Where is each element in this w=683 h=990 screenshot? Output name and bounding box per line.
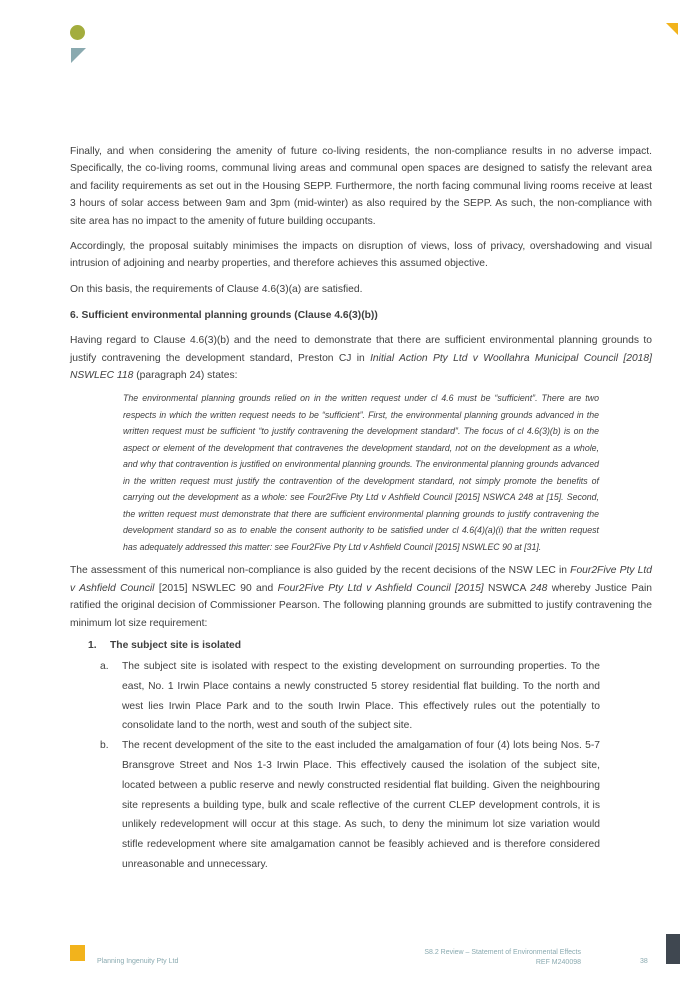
footer-ref: REF M240098 [535,959,581,966]
text-segment: [2015] NSWLEC 90 and [154,582,278,594]
case-citation: Four2Five Pty Ltd v Ashfield Council [70,565,652,594]
paragraph-regard [70,332,652,384]
block-quote: The environmental planning grounds relied on in the written request under cl 4.6 must be “sufficient”. There are two respects in which the written request needs to be “sufficient”. First, the environmental planning grounds advanced in the written request must be sufficient “to justify contravening the development standard”. The focus of cl 4.6(3)(b) is on the aspect or element of the development that contravenes the development standard, not on the development as a whole, and why that contravention is justified on environmental planning grounds. The environmental planning grounds advanced in the written request must justify the contravention of the development standard, not simply promote the benefits of carrying out the development as a whole: see Four2Five Pty Ltd v Ashfield Council [2015] NSWCA 248 at [15]. Second, the written request must demonstrate that there are sufficient environmental planning grounds to justify contravening the development standard so as to enable the consent authority to be satisfied under cl 4.6(4)(a)(i) that the written request has adequately addressed this matter: see Four2Five Pty Ltd v Ashfield Council [2015] NSWLEC 90 at [31]. [123,393,599,552]
document-body [70,143,652,875]
sub-letter: a. [100,661,109,673]
sub-text: The subject site is isolated with respect to the existing development on surrounding properties. To the east, No. 1 Irwin Place contains a newly constructed 5 storey residential flat building. To the north and west lies Irwin Place Park and to the south Irwin Place. This effectively rules out the potentially to consolidate land to the north, west and south of the subject site. [122,661,600,732]
case-citation: Four2Five Pty Ltd v Ashfield Council [2015] [277,582,484,594]
text-segment: The assessment of this numerical non-compliance is also guided by the recent decisions of the NSW LEC in [70,565,571,577]
text-segment: whereby Justice Pain ratified the original decision of Commissioner Pearson. The following planning grounds are submitted to justify contravening the minimum lot size requirement: [70,582,652,629]
footer-bar-decoration [666,934,680,964]
sub-letter: b. [100,740,109,752]
footer-doc-info [424,948,581,968]
text-segment: Having regard to Clause 4.6(3)(b) and the need to demonstrate that there are sufficient environmental planning grounds to justify contravening the development standard, Preston CJ in [70,335,652,364]
paragraph-amenity: Finally, and when considering the amenity of future co-living residents, the non-compliance results in no adverse impact. Specifically, the co-living rooms, communal living areas and communal open spaces are designed to satisfy the relevant area and facility requirements as set out in the Housing SEPP. Furthermore, the north facing communal living rooms receive at least 3 hours of solar access between 9am and 3pm (mid-winter) as also required by the SEPP. As such, the non-compliance with site area has no impact to the amenity of future building occupants. [70,146,652,227]
sub-item-a [100,657,600,736]
page-number: 38 [640,958,648,965]
corner-triangle-decoration [666,23,678,35]
logo-circle [70,25,85,40]
paragraph-impacts: Accordingly, the proposal suitably minimises the impacts on disruption of views, loss of privacy, overshadowing and visual intrusion of adjoining and nearby properties, and therefore achieves this assumed objective. [70,241,652,270]
logo-triangle [71,48,86,63]
list-item-isolated [88,637,652,655]
sub-item-b [100,736,600,875]
paragraph-satisfied: On this basis, the requirements of Clause 4.6(3)(a) are satisfied. [70,283,363,295]
list-number: 1. [88,640,97,652]
paragraph-assessment [70,562,652,632]
sub-text: The recent development of the site to the east included the amalgamation of four (4) lots being Nos. 5-7 Bransgrove Street and Nos 1-3 Irwin Place. This effectively caused the isolation of the subject site, located between a public reserve and newly constructed residential flat building. Given the neighbouring site represents a building type, bulk and scale reflective of the current CLEP development controls, it is unlikely redevelopment will occur at this stage. As such, to deny the minimum lot size variation would stifle redevelopment where site amalgamation cannot be feasibly achieved and is therefore considered unreasonable and unnecessary. [122,740,600,871]
case-citation: 248 [530,582,548,594]
case-citation: Initial Action Pty Ltd v Woollahra Municipal Council [2018] NSWLEC 118 [70,352,652,382]
text-segment: (paragraph 24) states: [133,370,238,382]
footer-company: Planning Ingenuity Pty Ltd [97,958,179,965]
footer-doc-title: S8.2 Review – Statement of Environmental Effects [424,949,581,956]
section-heading: 6. Sufficient environmental planning grounds (Clause 4.6(3)(b)) [70,310,378,322]
text-segment: NSWCA [483,582,531,594]
list-title: The subject site is isolated [110,640,242,652]
footer-square-decoration [70,945,85,961]
